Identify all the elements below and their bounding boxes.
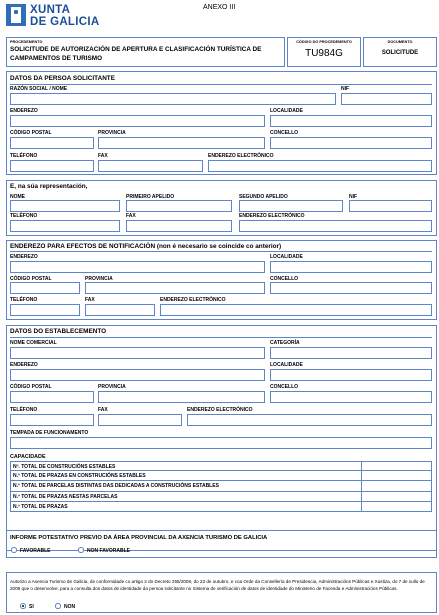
si-label: SI (29, 604, 34, 610)
rep-nome-input[interactable] (10, 200, 120, 212)
notification-title: ENDEREZO PARA EFECTOS DE NOTIFICACIÓN (non é necesario se coincide co anterior) (10, 243, 282, 250)
code-label: CÓDIGO DO PROCEDEMENTO (296, 40, 352, 44)
rep-email-label: ENDEREZO ELECTRÓNICO (239, 213, 305, 219)
capacity-value-cell[interactable] (361, 481, 433, 490)
rep-email-input[interactable] (239, 220, 432, 232)
notif-concello-input[interactable] (270, 282, 432, 294)
capacity-row-label: Nº. TOTAL DE CONSTRUCIÓNS ESTABLES (13, 464, 116, 470)
razon-social-input[interactable] (10, 93, 336, 105)
est-tempada-label: TEMPADA DE FUNCIONAMENTO (10, 430, 89, 436)
notif-enderezo-label: ENDEREZO (10, 254, 38, 260)
notif-fax-label: FAX (85, 297, 95, 303)
rep-primeiro-apelido-label: PRIMEIRO APELIDO (126, 194, 175, 200)
xunta-logo (6, 3, 116, 29)
rep-primeiro-apelido-input[interactable] (126, 200, 232, 212)
rep-segundo-apelido-label: SEGUNDO APELIDO (239, 194, 288, 200)
est-concello-label: CONCELLO (270, 384, 299, 390)
applicant-concello-label: CONCELLO (270, 130, 299, 136)
est-provincia-label: PROVINCIA (98, 384, 126, 390)
applicant-email-label: ENDEREZO ELECTRÓNICO (208, 153, 274, 159)
est-nome-comercial-input[interactable] (10, 347, 265, 359)
authorization-text: Autorizo a Axencia Turismo de Galicia, de conformidade co artigo 2 do Decreto 255/2008, do 23 de outubro, e coa Orde da Consellería de Presidencia, Administracións Públicas e Xustiza, do 7 de xullo de 2009 que o desenvolve, para a consulta dos datos de identidade da persoa solicitante no Sistema de verificación de datos de identidade do Ministerio de Facenda e Administracións Públicas. (10, 579, 425, 591)
est-enderezo-input[interactable] (10, 369, 265, 381)
notification-divider (10, 251, 432, 252)
est-enderezo-label: ENDEREZO (10, 362, 38, 368)
capacity-row-label: N.º TOTAL DE PARCELAS DISTINTAS DAS DEDICADAS A CONSTRUCIÓNS ESTABLES (13, 483, 219, 490)
applicant-telefono-input[interactable] (10, 160, 94, 172)
notif-email-input[interactable] (160, 304, 432, 316)
rep-fax-label: FAX (126, 213, 136, 219)
est-tempada-input[interactable] (10, 437, 432, 449)
code-value: TU984G (305, 48, 343, 59)
applicant-fax-input[interactable] (98, 160, 203, 172)
non-favorable-radio[interactable] (78, 547, 84, 553)
applicant-localidade-input[interactable] (270, 115, 432, 127)
est-localidade-label: LOCALIDADE (270, 362, 303, 368)
razon-social-label: RAZÓN SOCIAL / NOME (10, 86, 68, 92)
non-radio[interactable] (55, 603, 61, 609)
est-localidade-input[interactable] (270, 369, 432, 381)
est-telefono-label: TELÉFONO (10, 407, 38, 413)
rep-nif-label: NIF (349, 194, 358, 200)
applicant-enderezo-input[interactable] (10, 115, 265, 127)
notif-provincia-label: PROVINCIA (85, 276, 113, 282)
document-label: DOCUMENTO (387, 40, 413, 44)
notif-cp-input[interactable] (10, 282, 80, 294)
applicant-title: DATOS DA PERSOA SOLICITANTE (10, 75, 115, 82)
applicant-telefono-label: TELÉFONO (10, 153, 38, 159)
est-nome-comercial-label: NOME COMERCIAL (10, 340, 57, 346)
capacity-value-cell[interactable] (361, 471, 433, 480)
notif-localidade-input[interactable] (270, 261, 432, 273)
notif-email-label: ENDEREZO ELECTRÓNICO (160, 297, 226, 303)
notif-fax-input[interactable] (85, 304, 155, 316)
notif-telefono-input[interactable] (10, 304, 80, 316)
applicant-cp-input[interactable] (10, 137, 94, 149)
applicant-nif-label: NIF (341, 86, 350, 92)
capacity-row-label: N.º TOTAL DE PRAZAS NESTAS PARCELAS (13, 493, 118, 500)
est-cp-label: CÓDIGO POSTAL (10, 384, 52, 390)
applicant-divider (10, 84, 432, 85)
logo-text-line2: DE GALICIA (30, 16, 100, 28)
est-fax-input[interactable] (98, 414, 182, 426)
rep-segundo-apelido-input[interactable] (239, 200, 343, 212)
applicant-provincia-label: PROVINCIA (98, 130, 126, 136)
rep-telefono-label: TELÉFONO (10, 213, 38, 219)
est-concello-input[interactable] (270, 391, 432, 403)
capacity-row (10, 461, 432, 471)
procedure-label: PROCEDEMENTO (10, 40, 43, 44)
notif-provincia-input[interactable] (85, 282, 265, 294)
procedure-title: SOLICITUDE DE AUTORIZACIÓN DE APERTURA E CLASIFICACIÓN TURÍSTICA DE CAMPAMENTOS DE TURISMO (10, 46, 262, 62)
logo-text-line1: XUNTA (30, 4, 71, 16)
applicant-provincia-input[interactable] (98, 137, 265, 149)
si-radio[interactable] (20, 603, 26, 609)
capacity-row (10, 502, 432, 512)
favorable-label: FAVORABLE (20, 548, 51, 554)
notif-cp-label: CÓDIGO POSTAL (10, 276, 52, 282)
capacity-row-label: N.º TOTAL DE PRAZAS EN CONSTRUCIÓNS ESTABLES (13, 473, 146, 480)
non-label: NON (64, 604, 76, 610)
est-fax-label: FAX (98, 407, 108, 413)
document-value: SOLICITUDE (381, 50, 419, 56)
est-email-label: ENDEREZO ELECTRÓNICO (187, 407, 253, 413)
annex-label: ANEXO III (203, 4, 236, 11)
notif-localidade-label: LOCALIDADE (270, 254, 303, 260)
capacity-value-cell[interactable] (361, 492, 433, 501)
xunta-emblem-icon (6, 4, 26, 26)
rep-fax-input[interactable] (126, 220, 232, 232)
capacity-row-label: N.º TOTAL DE PRAZAS (13, 503, 68, 510)
rep-nome-label: NOME (10, 194, 25, 200)
applicant-enderezo-label: ENDEREZO (10, 108, 38, 114)
est-cp-input[interactable] (10, 391, 94, 403)
establishment-title: DATOS DO ESTABLECEMENTO (10, 328, 107, 335)
capacity-row (10, 492, 432, 502)
rep-nif-input[interactable] (349, 200, 432, 212)
notif-concello-label: CONCELLO (270, 276, 299, 282)
applicant-cp-label: CÓDIGO POSTAL (10, 130, 52, 136)
notif-telefono-label: TELÉFONO (10, 297, 38, 303)
document-box (363, 37, 437, 67)
representative-title: E, na súa representación, (10, 183, 88, 190)
est-email-input[interactable] (187, 414, 432, 426)
applicant-concello-input[interactable] (270, 137, 432, 149)
applicant-nif-input[interactable] (341, 93, 432, 105)
report-title: INFORME POTESTATIVO PREVIO DA ÁREA PROVINCIAL DA AXENCIA TURISMO DE GALICIA (10, 535, 268, 541)
est-provincia-input[interactable] (98, 391, 265, 403)
est-categoria-label: CATEGORÍA (270, 340, 300, 346)
capacity-row (10, 481, 432, 491)
capacity-value-cell[interactable] (361, 502, 433, 511)
capacity-value-cell[interactable] (361, 462, 433, 470)
procedure-box (6, 37, 285, 67)
notif-enderezo-input[interactable] (10, 261, 265, 273)
capacity-title: CAPACIDADE (10, 454, 46, 460)
est-categoria-input[interactable] (270, 347, 432, 359)
capacity-row (10, 471, 432, 481)
applicant-fax-label: FAX (98, 153, 108, 159)
procedure-code-box (287, 37, 361, 67)
applicant-email-input[interactable] (208, 160, 432, 172)
favorable-radio[interactable] (11, 547, 17, 553)
est-telefono-input[interactable] (10, 414, 94, 426)
establishment-divider (10, 337, 432, 338)
rep-telefono-input[interactable] (10, 220, 120, 232)
applicant-localidade-label: LOCALIDADE (270, 108, 303, 114)
non-favorable-label: NON FAVORABLE (87, 548, 130, 554)
